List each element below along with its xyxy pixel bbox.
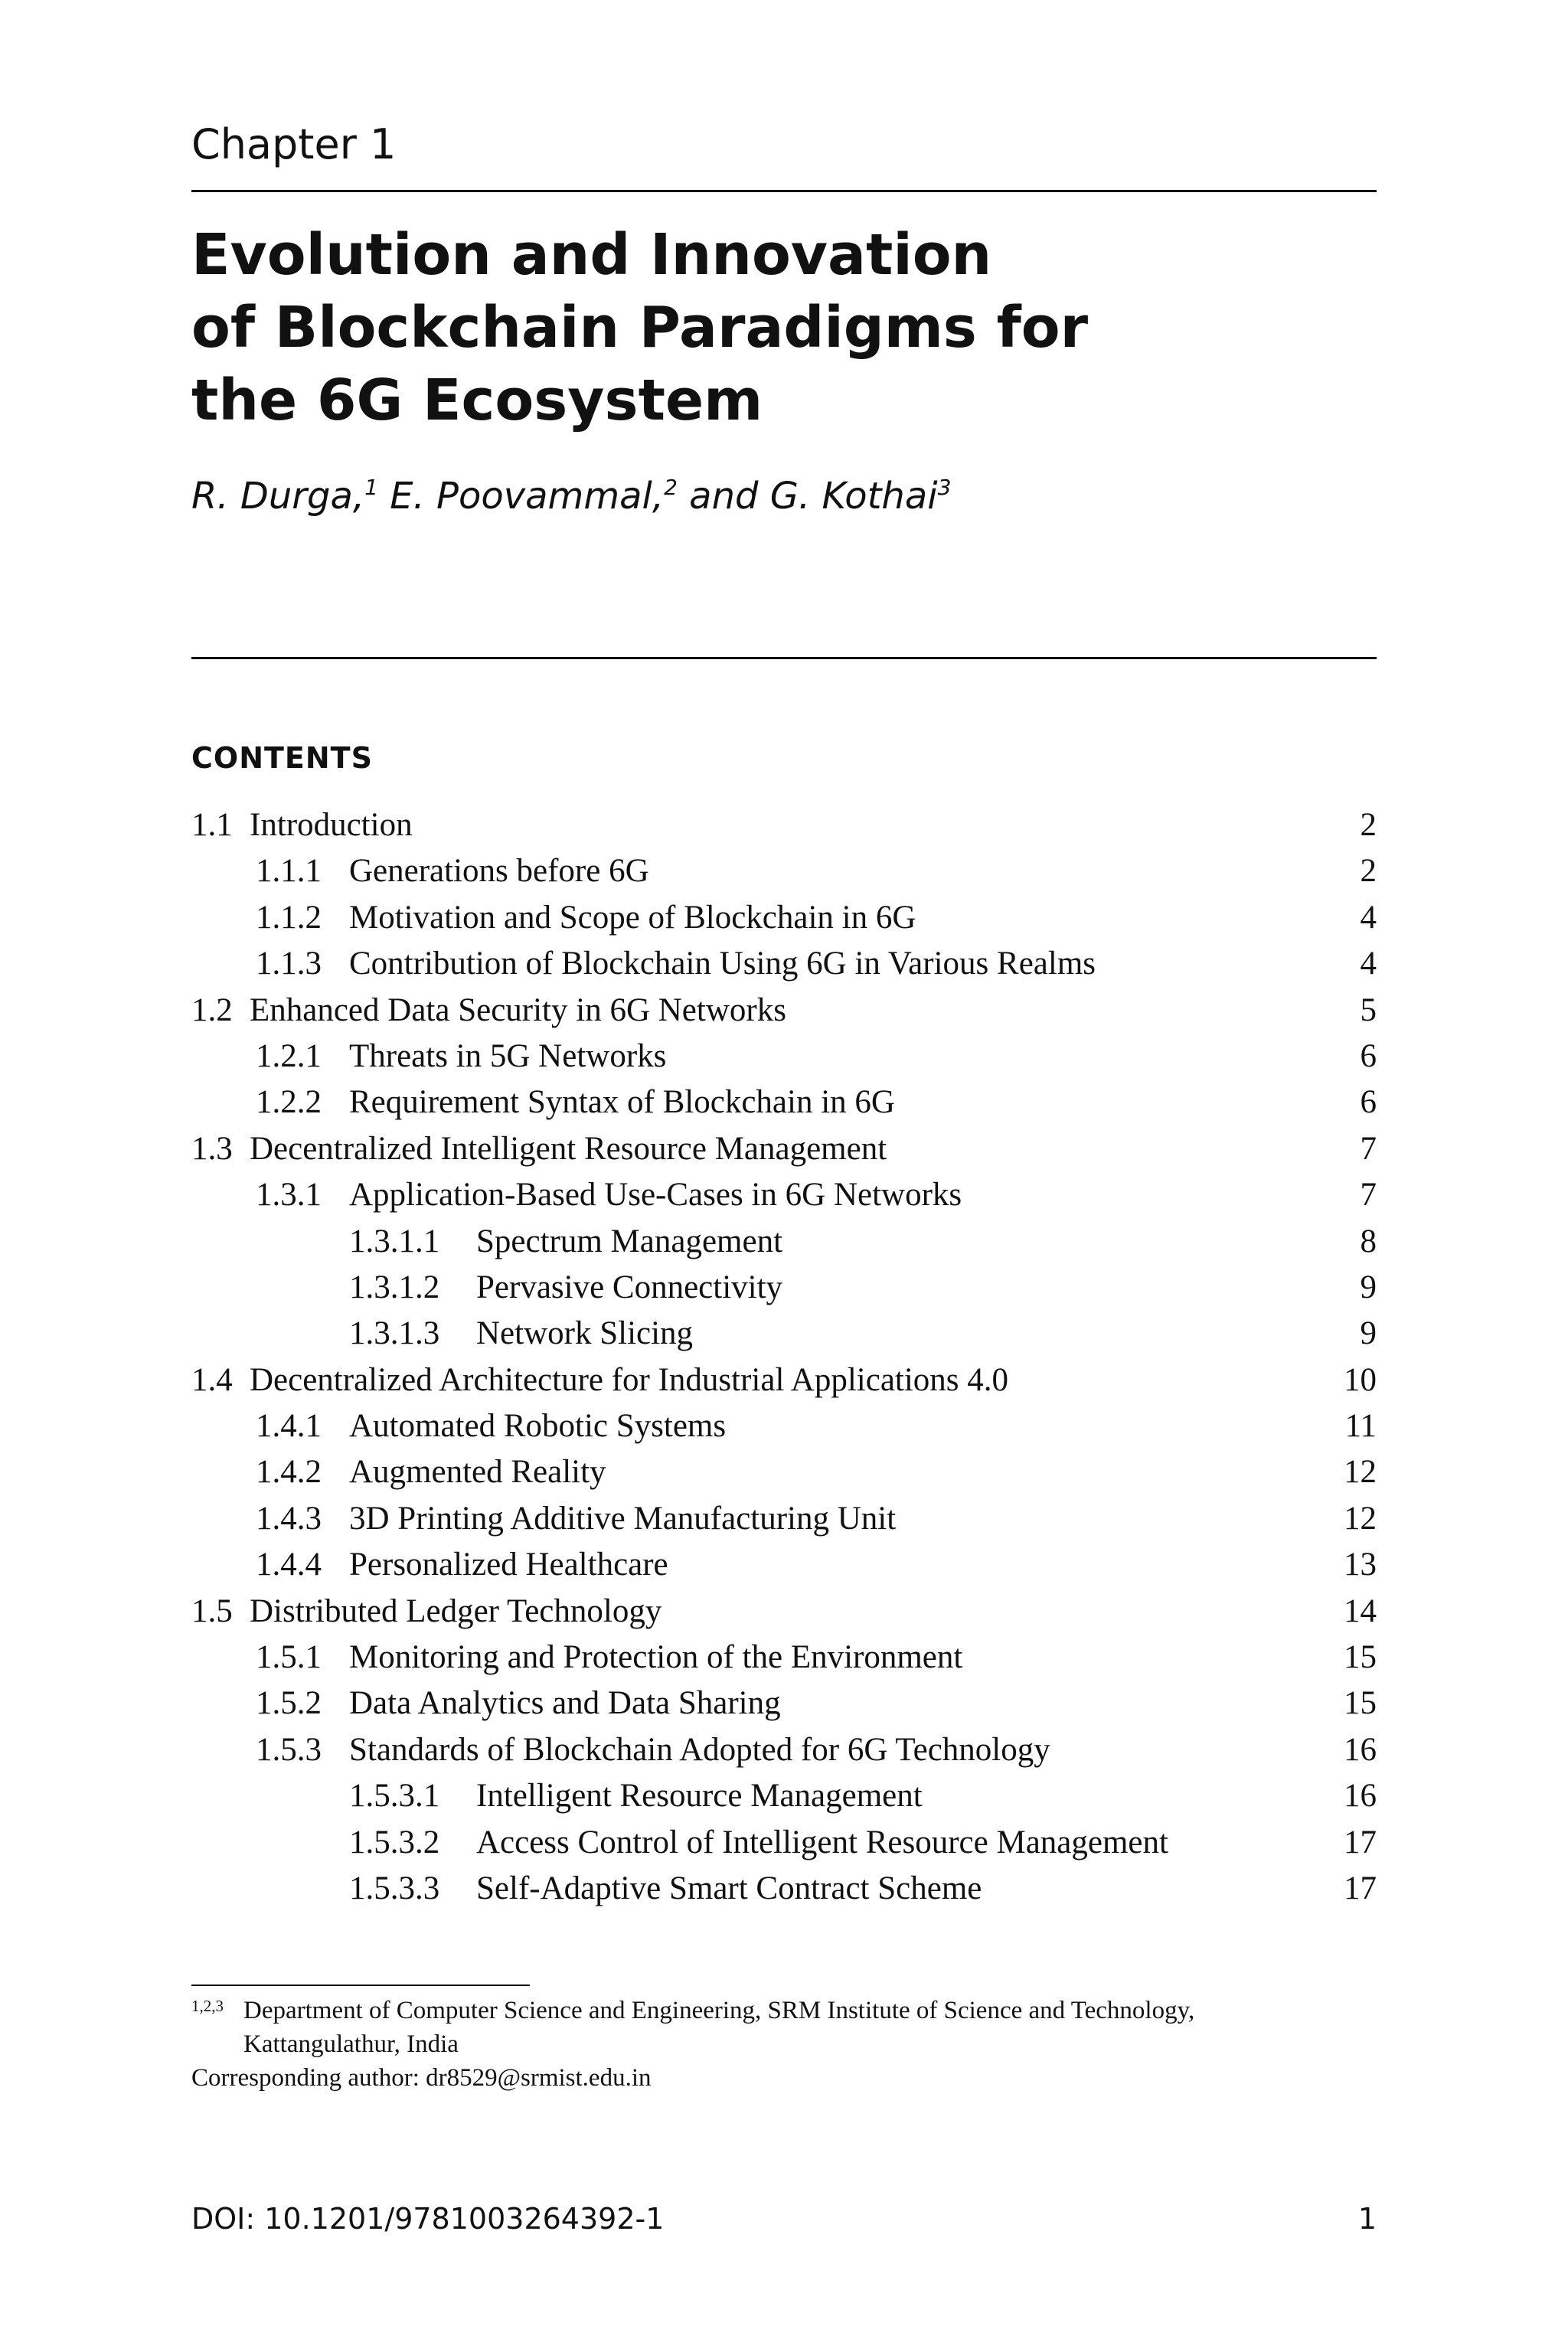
toc-entry [191, 1403, 1377, 1449]
toc-entry-number: 1.4.3 [256, 1500, 322, 1537]
toc-entry-title: Threats in 5G Networks [349, 1037, 667, 1074]
table-of-contents [191, 802, 1377, 1912]
toc-entry [191, 1172, 1377, 1218]
toc-entry-title: Standards of Blockchain Adopted for 6G Technology [349, 1731, 1050, 1768]
toc-entry [191, 1265, 1377, 1311]
toc-entry-page: 2 [1360, 807, 1377, 843]
toc-entry-number: 1.2.1 [256, 1037, 322, 1074]
toc-entry-title: Pervasive Connectivity [476, 1269, 783, 1305]
toc-entry-title: Intelligent Resource Management [476, 1778, 923, 1815]
toc-entry-page: 11 [1344, 1408, 1377, 1445]
toc-entry [191, 1820, 1377, 1866]
footnote [191, 1994, 1386, 2095]
toc-entry-title: Contribution of Blockchain Using 6G in Various Realms [349, 946, 1096, 982]
toc-entry [191, 1589, 1377, 1635]
toc-entry [191, 1449, 1377, 1495]
toc-entry [191, 1866, 1377, 1912]
toc-entry-page: 13 [1344, 1547, 1377, 1583]
toc-entry-page: 15 [1344, 1685, 1377, 1722]
toc-entry [191, 1311, 1377, 1357]
toc-entry-page: 2 [1360, 853, 1377, 890]
title-line-1: Evolution and Innovation [191, 222, 992, 288]
author-name: R. Durga, [191, 475, 365, 518]
toc-entry-number: 1.3.1.2 [349, 1269, 440, 1305]
toc-entry [191, 1773, 1377, 1819]
author-name: E. Poovammal, [377, 475, 665, 518]
toc-entry-page: 4 [1360, 899, 1377, 936]
toc-entry-number: 1.5.3.2 [349, 1824, 440, 1860]
chapter-label: Chapter 1 [191, 120, 397, 168]
toc-entry [191, 1080, 1377, 1125]
toc-entry-number: 1.4.4 [256, 1547, 322, 1583]
footnote-marker: 1,2,3 [191, 1997, 224, 2015]
toc-entry-page: 5 [1360, 991, 1377, 1028]
footnote-divider [191, 1984, 530, 1986]
toc-entry-title: Monitoring and Protection of the Environment [349, 1639, 963, 1676]
toc-entry-title: Distributed Ledger Technology [250, 1592, 662, 1629]
toc-entry [191, 1126, 1377, 1172]
toc-entry [191, 848, 1377, 894]
toc-entry-title: Enhanced Data Security in 6G Networks [250, 991, 786, 1028]
toc-entry-number: 1.5 [191, 1592, 233, 1629]
toc-entry-number: 1.5.3.3 [349, 1870, 440, 1906]
top-divider [191, 190, 1377, 192]
toc-entry-page: 12 [1344, 1454, 1377, 1491]
toc-entry-page: 16 [1344, 1731, 1377, 1768]
toc-entry-title: Generations before 6G [349, 853, 649, 890]
toc-entry-title: 3D Printing Additive Manufacturing Unit [349, 1500, 897, 1537]
toc-entry-title: Decentralized Architecture for Industrial Applications 4.0 [250, 1361, 1009, 1398]
author-name: and G. Kothai [677, 475, 938, 518]
toc-entry-number: 1.1.3 [256, 946, 322, 982]
chapter-title [191, 219, 1088, 437]
toc-entry-title: Network Slicing [476, 1315, 694, 1352]
toc-entry-page: 9 [1360, 1269, 1377, 1305]
toc-entry-page: 7 [1360, 1130, 1377, 1167]
toc-entry-number: 1.5.3.1 [349, 1778, 440, 1815]
toc-entry-page: 6 [1360, 1084, 1377, 1121]
toc-entry-number: 1.4 [191, 1361, 233, 1398]
toc-entry-title: Automated Robotic Systems [349, 1408, 727, 1445]
title-line-2: of Blockchain Paradigms for [191, 295, 1089, 361]
toc-entry-page: 12 [1344, 1500, 1377, 1537]
toc-entry-title: Spectrum Management [476, 1223, 783, 1259]
toc-entry-title: Requirement Syntax of Blockchain in 6G [349, 1084, 895, 1121]
toc-entry-title: Motivation and Scope of Blockchain in 6G [349, 899, 916, 936]
author-affiliation-mark: 1 [364, 475, 378, 500]
toc-entry [191, 1681, 1377, 1726]
toc-entry-number: 1.1.2 [256, 899, 322, 936]
toc-entry-number: 1.2 [191, 991, 233, 1028]
toc-entry-page: 8 [1360, 1223, 1377, 1259]
toc-entry-number: 1.5.3 [256, 1731, 322, 1768]
toc-entry-number: 1.2.2 [256, 1084, 322, 1121]
toc-entry-title: Data Analytics and Data Sharing [349, 1685, 781, 1722]
page-number: 1 [1357, 2202, 1377, 2236]
toc-entry [191, 802, 1377, 848]
toc-entry [191, 1357, 1377, 1403]
toc-entry-number: 1.5.1 [256, 1639, 322, 1676]
toc-entry-title: Self-Adaptive Smart Contract Scheme [476, 1870, 982, 1906]
toc-entry-number: 1.4.2 [256, 1454, 322, 1491]
toc-entry [191, 1727, 1377, 1773]
toc-entry-number: 1.3.1.1 [349, 1223, 440, 1259]
affiliation-line-1: Department of Computer Science and Engineering, SRM Institute of Science and Technology, [243, 1997, 1195, 2024]
toc-entry-title: Access Control of Intelligent Resource Management [476, 1824, 1168, 1860]
toc-entry [191, 988, 1377, 1034]
author-affiliation-mark: 3 [937, 475, 952, 500]
toc-entry-title: Application-Based Use-Cases in 6G Networks [349, 1177, 962, 1214]
toc-entry-page: 17 [1344, 1870, 1377, 1906]
toc-entry-page: 9 [1360, 1315, 1377, 1352]
toc-entry-number: 1.3.1.3 [349, 1315, 440, 1352]
toc-entry [191, 1542, 1377, 1588]
toc-entry [191, 1034, 1377, 1080]
toc-entry [191, 895, 1377, 941]
toc-entry-page: 16 [1344, 1778, 1377, 1815]
title-line-3: the 6G Ecosystem [191, 368, 763, 433]
toc-entry-title: Decentralized Intelligent Resource Management [250, 1130, 887, 1167]
section-divider [191, 657, 1377, 659]
toc-entry-page: 14 [1344, 1592, 1377, 1629]
toc-entry [191, 1496, 1377, 1542]
author-list [191, 475, 952, 518]
toc-entry-title: Personalized Healthcare [349, 1547, 668, 1583]
toc-entry-page: 10 [1344, 1361, 1377, 1398]
toc-entry-number: 1.3.1 [256, 1177, 322, 1214]
toc-entry-number: 1.4.1 [256, 1408, 322, 1445]
contents-heading: CONTENTS [191, 741, 373, 775]
toc-entry-title: Introduction [250, 807, 413, 843]
author-affiliation-mark: 2 [664, 475, 678, 500]
toc-entry-page: 4 [1360, 946, 1377, 982]
toc-entry [191, 1635, 1377, 1681]
toc-entry-number: 1.1 [191, 807, 233, 843]
toc-entry [191, 1219, 1377, 1265]
toc-entry-title: Augmented Reality [349, 1454, 606, 1491]
toc-entry-number: 1.5.2 [256, 1685, 322, 1722]
toc-entry [191, 941, 1377, 987]
doi-text: DOI: 10.1201/9781003264392-1 [191, 2202, 665, 2236]
toc-entry-page: 7 [1360, 1177, 1377, 1214]
corresponding-author: Corresponding author: dr8529@srmist.edu.in [191, 2064, 652, 2092]
affiliation-line-2: Kattangulathur, India [243, 2030, 459, 2058]
toc-entry-page: 17 [1344, 1824, 1377, 1860]
toc-entry-number: 1.3 [191, 1130, 233, 1167]
toc-entry-page: 15 [1344, 1639, 1377, 1676]
toc-entry-number: 1.1.1 [256, 853, 322, 890]
toc-entry-page: 6 [1360, 1037, 1377, 1074]
